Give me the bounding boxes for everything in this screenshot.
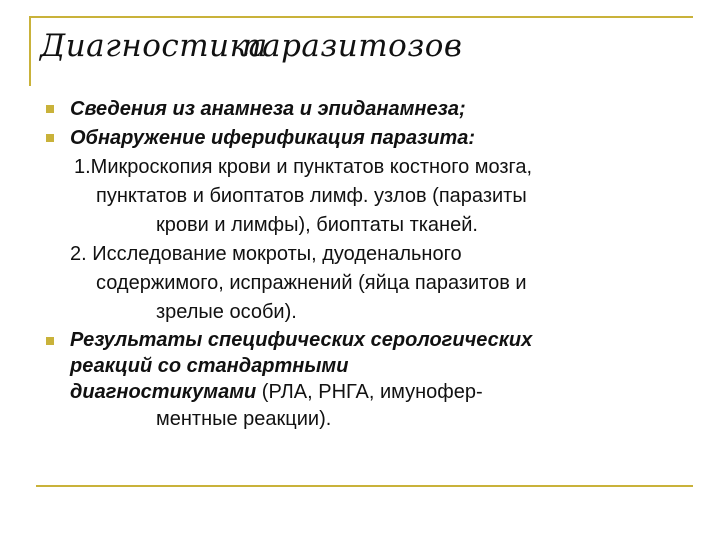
title-part-1: Диагностика bbox=[40, 28, 268, 64]
bullet-item-serology bbox=[46, 327, 686, 434]
sub-item-2-line-1: 2. Исследование мокроты, дуоденального bbox=[70, 243, 462, 265]
bullet-text: Обнаружение иферификация паразита: bbox=[70, 127, 476, 149]
sub-item-1-line-1: 1.Микроскопия крови и пунктатов костного мозга, bbox=[74, 156, 533, 178]
serology-bold-term: диагностикумами bbox=[70, 381, 257, 403]
slide-content bbox=[46, 95, 686, 434]
square-bullet-icon bbox=[46, 105, 54, 113]
serology-methods: (РЛА, РНГА, имунофер- bbox=[256, 381, 483, 403]
slide-title bbox=[40, 28, 462, 64]
sub-item-2-line-3: зрелые особи). bbox=[156, 301, 297, 323]
serology-line-4: ментные реакции). bbox=[156, 408, 332, 430]
accent-top-rule bbox=[29, 16, 693, 18]
serology-line-3 bbox=[70, 379, 686, 405]
square-bullet-icon bbox=[46, 337, 54, 345]
accent-bottom-rule bbox=[36, 485, 693, 487]
serology-line-2: реакций со стандартными bbox=[70, 355, 349, 377]
sub-item-2-line-2: содержимого, испражнений (яйца паразитов и bbox=[96, 272, 527, 294]
bullet-item-anamnesis bbox=[46, 95, 686, 124]
square-bullet-icon bbox=[46, 134, 54, 142]
accent-vertical-rule bbox=[29, 16, 31, 86]
serology-line-1: Результаты специфических серологических bbox=[70, 329, 533, 351]
sub-item-1-line-2: пунктатов и биоптатов лимф. узлов (паразиты bbox=[96, 185, 527, 207]
sub-item-1-line-3: крови и лимфы), биоптаты тканей. bbox=[156, 214, 478, 236]
title-part-2: паразитозов bbox=[241, 28, 463, 64]
bullet-text: Сведения из анамнеза и эпиданамнеза; bbox=[70, 98, 466, 120]
bullet-item-detection bbox=[46, 124, 686, 327]
